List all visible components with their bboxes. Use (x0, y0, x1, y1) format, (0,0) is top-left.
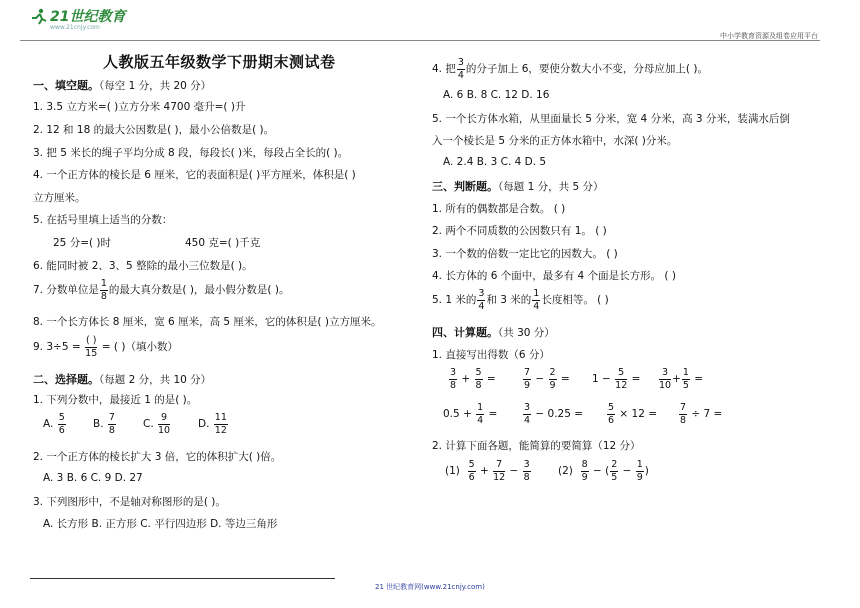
s3-q5: 5. 1 米的 $\frac{3}{4}$ 和 3 米的 $\frac{1}{4}$ 长度相等。 ( ) (432, 288, 609, 312)
s1-q5-a: 25 分=( )时 (53, 237, 112, 249)
footer-divider (30, 578, 335, 579)
s1-q4-line2: 立方厘米。 (33, 192, 86, 204)
option-d: D. $\frac{11}{12}$ (198, 412, 227, 436)
s2-q2-options: A. 3 B. 6 C. 9 D. 27 (43, 472, 143, 484)
s2-q4: 4. 把 $\frac{3}{4}$ 的分子加上 6，要使分数大小不变，分母应加上( )。 (432, 57, 708, 81)
s1-q4-line1: 4. 一个正方体的棱长是 6 厘米，它的表面积是( )平方厘米，体积是( ) (33, 169, 356, 181)
s2-q3-options: A. 长方形 B. 正方形 C. 平行四边形 D. 等边三角形 (43, 518, 278, 530)
runner-logo-icon (30, 8, 48, 26)
simplify-1: (1) $\frac{5}{6}$ + $\frac{7}{12}$ − $\frac{3}{8}$ (445, 459, 530, 483)
s2-q4-options: A. 6 B. 8 C. 12 D. 16 (443, 89, 550, 101)
calc-2: $\frac{7}{9}$ − $\frac{2}{9}$ = (524, 367, 570, 391)
s1-q6: 6. 能同时被 2、3、5 整除的最小三位数是( )。 (33, 260, 253, 272)
s4-q2: 2. 计算下面各题，能简算的要简算（12 分） (432, 440, 641, 452)
s1-q2: 2. 12 和 18 的最大公因数是( )，最小公倍数是( )。 (33, 124, 275, 136)
s1-q7: 7. 分数单位是 $\frac{1}{8}$ 的最大真分数是( )，最小假分数是( )。 (33, 278, 290, 302)
section-4-heading: 四、计算题。（共 30 分） (432, 326, 555, 339)
section-1-heading: 一、填空题。（每空 1 分，共 20 分） (33, 79, 212, 92)
option-c: C. $\frac{9}{10}$ (143, 412, 171, 436)
simplify-2: (2) $\frac{8}{9}$ − ( $\frac{2}{5}$ − $\frac{1}{9}$ ) (558, 459, 649, 483)
fraction: $\frac{1}{8}$ (100, 278, 107, 302)
fraction: $\frac{3}{4}$ (457, 57, 464, 81)
s2-q5-line1: 5. 一个长方体水箱，从里面量长 5 分米，宽 4 分米，高 3 分米，装满水后倒 (432, 113, 790, 125)
calc-6: $\frac{3}{4}$ − 0.25 = (524, 402, 584, 426)
header-divider (20, 40, 820, 41)
exam-title: 人教版五年级数学下册期末测试卷 (103, 53, 336, 71)
s4-q1: 1. 直接写出得数（6 分） (432, 349, 550, 361)
s2-q5-options: A. 2.4 B. 3 C. 4 D. 5 (443, 156, 547, 168)
logo-url: www.21cnjy.com (50, 24, 100, 31)
section-2-heading: 二、选择题。（每题 2 分，共 10 分） (33, 373, 212, 386)
calc-8: $\frac{7}{8}$ ÷ 7 = (680, 402, 723, 426)
s2-q3: 3. 下列图形中，不是轴对称图形的是( )。 (33, 496, 226, 508)
s1-q5-b: 450 克=( )千克 (185, 237, 261, 249)
calc-4: $\frac{3}{10}$ + $\frac{1}{5}$ = (659, 367, 704, 391)
fraction: $\frac{3}{4}$ (478, 288, 485, 312)
site-logo (30, 6, 150, 32)
s1-q9: 9. 3÷5 = $\frac{( )}{15}$ = ( )（填小数） (33, 335, 178, 359)
calc-3: 1 − $\frac{5}{12}$ = (592, 367, 641, 391)
s3-q2: 2. 两个不同质数的公因数只有 1。 ( ) (432, 225, 607, 237)
s1-q8: 8. 一个长方体长 8 厘米，宽 6 厘米，高 5 厘米，它的体积是( )立方厘米。 (33, 316, 382, 328)
s2-q1: 1. 下列分数中，最接近 1 的是( )。 (33, 394, 198, 406)
option-a: A. $\frac{5}{6}$ (43, 412, 65, 436)
s3-q3: 3. 一个数的倍数一定比它的因数大。 ( ) (432, 248, 618, 260)
s2-q2: 2. 一个正方体的棱长扩大 3 倍，它的体积扩大( )倍。 (33, 451, 282, 463)
calc-5: 0.5 + $\frac{1}{4}$ = (443, 402, 498, 426)
fraction: $\frac{( )}{15}$ (85, 335, 98, 359)
s1-q1: 1. 3.5 立方米=( )立方分米 4700 毫升=( )升 (33, 101, 246, 113)
platform-name: 中小学教育资源及组卷应用平台 (720, 32, 818, 40)
logo-text: 21世纪教育 (50, 9, 126, 25)
s3-q1: 1. 所有的偶数都是合数。 ( ) (432, 203, 566, 215)
footer-source: 21 世纪教育网(www.21cnjy.com) (375, 583, 485, 591)
s2-q5-line2: 入一个棱长是 5 分米的正方体水箱中，水深( )分米。 (432, 135, 678, 147)
s2-q1-options (43, 413, 248, 435)
fraction: $\frac{1}{4}$ (533, 288, 540, 312)
section-3-heading: 三、判断题。（每题 1 分，共 5 分） (432, 180, 604, 193)
calc-7: $\frac{5}{6}$ × 12 = (608, 402, 658, 426)
s3-q4: 4. 长方体的 6 个面中，最多有 4 个面是长方形。 ( ) (432, 270, 676, 282)
s1-q5: 5. 在括号里填上适当的分数： (33, 214, 173, 226)
option-b: B. $\frac{7}{8}$ (93, 412, 115, 436)
s1-q3: 3. 把 5 米长的绳子平均分成 8 段，每段长( )米，每段占全长的( )。 (33, 147, 349, 159)
calc-1: $\frac{3}{8}$ + $\frac{5}{8}$ = (450, 367, 496, 391)
